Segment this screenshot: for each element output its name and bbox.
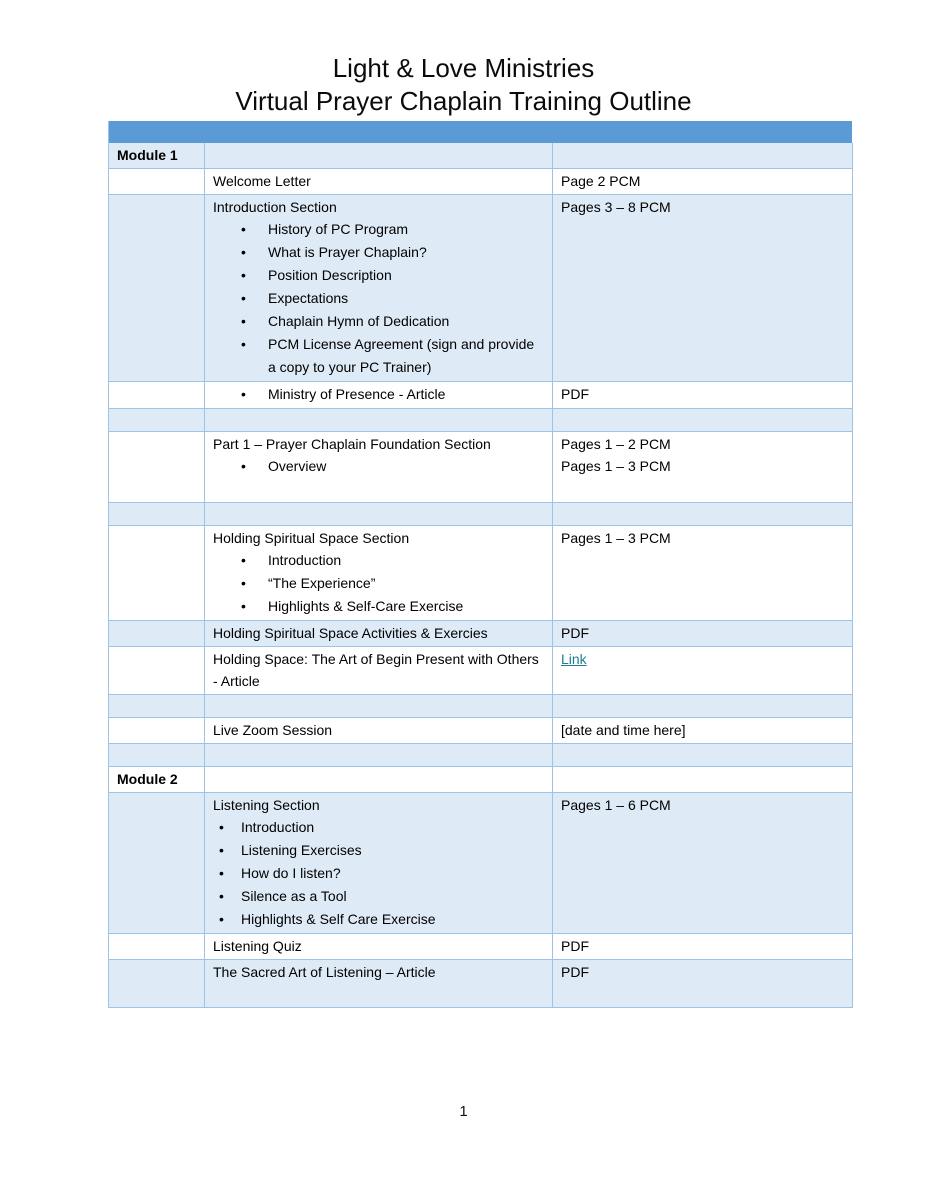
module-cell [109, 718, 205, 744]
bullet-item [241, 455, 544, 478]
spacer-row [109, 744, 852, 767]
content-cell [205, 621, 553, 647]
module-cell [109, 793, 205, 934]
page-ref: Page 2 PCM [561, 173, 641, 189]
bullet-icon: • [241, 221, 246, 237]
bullet-text: Position Description [268, 267, 392, 283]
bullet-item [241, 549, 544, 572]
bullet-icon: • [241, 386, 246, 402]
hyperlink-link[interactable]: Link [561, 651, 587, 667]
module-cell [109, 647, 205, 695]
bullet-text: Ministry of Presence - Article [268, 386, 446, 402]
content-cell [205, 143, 553, 169]
content-cell [205, 695, 553, 718]
module-label: Module 1 [117, 147, 178, 163]
module-cell [109, 934, 205, 960]
bullet-item [241, 218, 544, 241]
bullet-text: “The Experience” [268, 575, 376, 591]
training-outline-table [108, 121, 852, 1008]
module-cell [109, 503, 205, 526]
bullet-item [219, 862, 544, 885]
content-line: Holding Spiritual Space Activities & Exercies [213, 625, 488, 641]
outline-row [109, 793, 852, 934]
module-cell [109, 621, 205, 647]
bullet-icon: • [241, 267, 246, 283]
page-ref: Pages 1 – 2 PCM [561, 436, 671, 452]
spacer-row [109, 695, 852, 718]
document-header [0, 0, 927, 118]
bullet-item [241, 287, 544, 310]
module-cell [109, 143, 205, 169]
pages-cell [553, 793, 853, 934]
content-line: Holding Space: The Art of Begin Present with Others - Article [213, 651, 539, 689]
pages-cell [553, 382, 853, 409]
pages-cell [553, 718, 853, 744]
bullet-item [241, 333, 544, 379]
bullet-icon: • [241, 575, 246, 591]
bullet-text: Chaplain Hymn of Dedication [268, 313, 450, 329]
bullet-list [213, 383, 544, 406]
bullet-item [241, 310, 544, 333]
bullet-icon: • [241, 458, 246, 474]
spacer-row [109, 409, 852, 432]
table-header-bar [109, 121, 852, 143]
bullet-item [241, 264, 544, 287]
outline-row [109, 382, 852, 409]
content-cell [205, 934, 553, 960]
bullet-text: Introduction [241, 819, 315, 835]
pages-cell [553, 647, 853, 695]
pages-cell [553, 143, 853, 169]
bullet-icon: • [241, 313, 246, 329]
outline-row [109, 621, 852, 647]
page-ref: PDF [561, 938, 589, 954]
bullet-icon: • [219, 842, 224, 858]
pages-cell [553, 621, 853, 647]
outline-row [109, 647, 852, 695]
page-ref: PDF [561, 964, 589, 980]
page-ref: [date and time here] [561, 722, 686, 738]
content-cell [205, 503, 553, 526]
content-line: Listening Quiz [213, 938, 302, 954]
page-ref: Pages 3 – 8 PCM [561, 199, 671, 215]
module-cell [109, 382, 205, 409]
table-body [109, 143, 852, 1008]
pages-cell [553, 744, 853, 767]
doc-subtitle: Virtual Prayer Chaplain Training Outline [235, 86, 692, 116]
outline-row [109, 432, 852, 503]
pages-cell [553, 695, 853, 718]
bullet-text: PCM License Agreement (sign and provide a copy to your PC Trainer) [268, 336, 535, 375]
content-cell [205, 382, 553, 409]
bullet-icon: • [241, 598, 246, 614]
bullet-text: Introduction [268, 552, 342, 568]
content-line: Listening Section [213, 797, 320, 813]
outline-row [109, 960, 852, 1008]
content-cell [205, 718, 553, 744]
bullet-item [219, 885, 544, 908]
pages-cell [553, 409, 853, 432]
module-cell [109, 526, 205, 621]
content-cell [205, 793, 553, 934]
bullet-item [219, 839, 544, 862]
page-ref: Pages 1 – 3 PCM [561, 458, 671, 474]
bullet-icon: • [241, 244, 246, 260]
bullet-icon: • [241, 552, 246, 568]
bullet-list [213, 549, 544, 618]
pages-cell [553, 934, 853, 960]
bullet-item [219, 908, 544, 931]
module-cell [109, 695, 205, 718]
bullet-item [241, 241, 544, 264]
outline-row [109, 934, 852, 960]
doc-title: Light & Love Ministries [332, 53, 595, 83]
bullet-list [213, 218, 544, 379]
content-cell [205, 647, 553, 695]
module-cell [109, 960, 205, 1008]
content-cell [205, 767, 553, 793]
content-cell [205, 169, 553, 195]
bullet-icon: • [241, 290, 246, 306]
bullet-item [241, 383, 544, 406]
outline-row [109, 195, 852, 382]
module-row [109, 767, 852, 793]
outline-row [109, 718, 852, 744]
module-cell [109, 169, 205, 195]
page-ref: PDF [561, 625, 589, 641]
module-row [109, 143, 852, 169]
pages-cell [553, 503, 853, 526]
module-label: Module 2 [117, 771, 178, 787]
content-cell [205, 409, 553, 432]
outline-row [109, 526, 852, 621]
content-line: Introduction Section [213, 199, 337, 215]
content-line: Holding Spiritual Space Section [213, 530, 410, 546]
bullet-item [219, 816, 544, 839]
bullet-text: Highlights & Self-Care Exercise [268, 598, 464, 614]
content-cell [205, 744, 553, 767]
content-cell [205, 195, 553, 382]
module-cell [109, 195, 205, 382]
bullet-text: History of PC Program [268, 221, 409, 237]
bullet-icon: • [219, 865, 224, 881]
page-ref: Pages 1 – 6 PCM [561, 797, 671, 813]
bullet-icon: • [219, 888, 224, 904]
bullet-list [213, 816, 544, 931]
module-cell [109, 744, 205, 767]
bullet-text: Listening Exercises [241, 842, 362, 858]
bullet-text: Silence as a Tool [241, 888, 347, 904]
content-line: Welcome Letter [213, 173, 311, 189]
bullet-item [241, 595, 544, 618]
pages-cell [553, 432, 853, 503]
module-cell [109, 432, 205, 503]
pages-cell [553, 195, 853, 382]
bullet-icon: • [241, 336, 246, 352]
module-cell [109, 409, 205, 432]
bullet-icon: • [219, 819, 224, 835]
bullet-item [241, 572, 544, 595]
bullet-text: What is Prayer Chaplain? [268, 244, 427, 260]
module-cell [109, 767, 205, 793]
bullet-text: How do I listen? [241, 865, 341, 881]
pages-cell [553, 169, 853, 195]
bullet-icon: • [219, 911, 224, 927]
spacer-row [109, 503, 852, 526]
content-line: The Sacred Art of Listening – Article [213, 964, 436, 980]
page-ref: Pages 1 – 3 PCM [561, 530, 671, 546]
content-line: Part 1 – Prayer Chaplain Foundation Section [213, 436, 491, 452]
page-ref: PDF [561, 386, 589, 402]
bullet-text: Overview [268, 458, 327, 474]
content-cell [205, 960, 553, 1008]
pages-cell [553, 526, 853, 621]
pages-cell [553, 960, 853, 1008]
page-number: 1 [459, 1103, 468, 1120]
content-cell [205, 526, 553, 621]
outline-row [109, 169, 852, 195]
bullet-list [213, 455, 544, 478]
pages-cell [553, 767, 853, 793]
bullet-text: Highlights & Self Care Exercise [241, 911, 436, 927]
bullet-text: Expectations [268, 290, 349, 306]
content-line: Live Zoom Session [213, 722, 333, 738]
content-cell [205, 432, 553, 503]
